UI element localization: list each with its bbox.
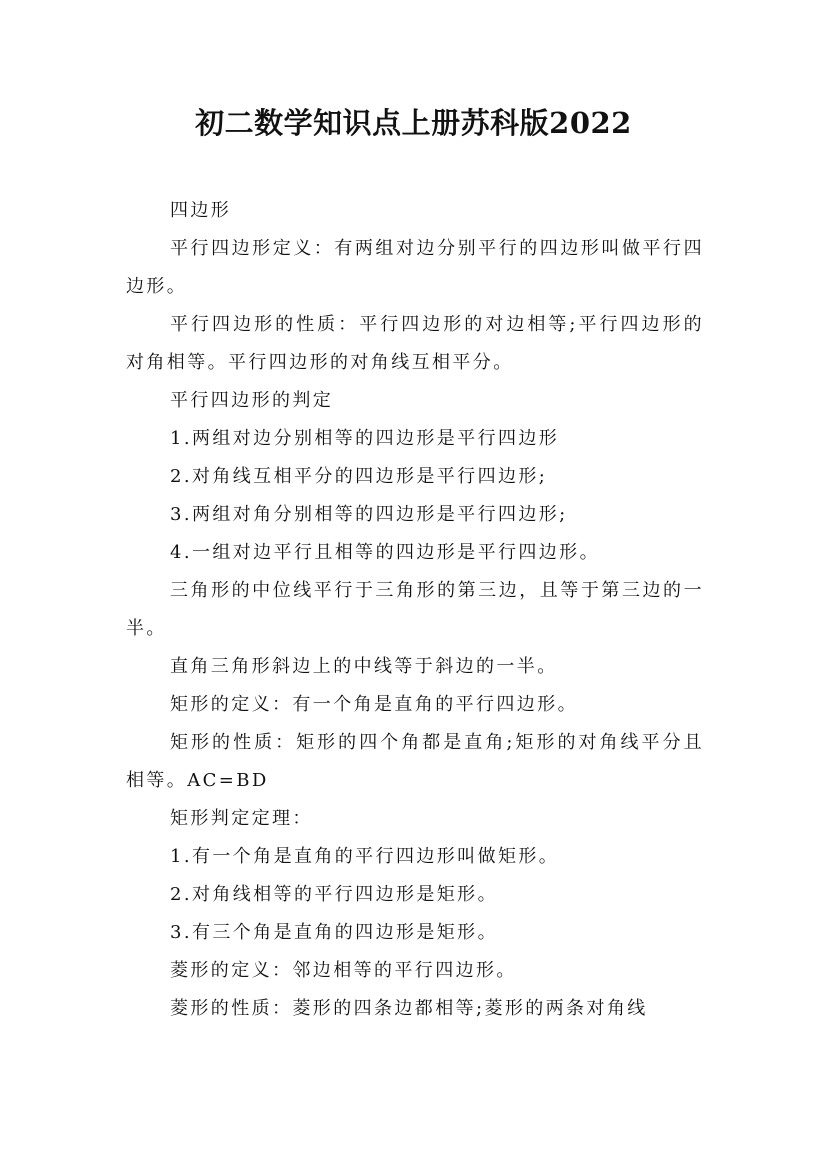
paragraph-parallelogram-properties: 平行四边形的性质：平行四边形的对边相等;平行四边形的对角相等。平行四边形的对角线互相平分。 (126, 314, 704, 373)
paragraph-rectangle-definition: 矩形的定义：有一个角是直角的平行四边形。 (170, 694, 578, 715)
heading-rectangle-criteria: 矩形判定定理： (170, 808, 313, 829)
list-item-parallelogram-criterion-3: 3.两组对角分别相等的四边形是平行四边形; (170, 504, 568, 525)
list-item-rectangle-criterion-3: 3.有三个角是直角的四边形是矩形。 (170, 922, 498, 943)
heading-quadrilateral: 四边形 (170, 200, 232, 221)
list-item-rectangle-criterion-1: 1.有一个角是直角的平行四边形叫做矩形。 (170, 846, 560, 867)
paragraph-parallelogram-definition: 平行四边形定义：有两组对边分别平行的四边形叫做平行四边形。 (126, 238, 704, 297)
heading-parallelogram-criteria: 平行四边形的判定 (170, 390, 334, 411)
list-item-rectangle-criterion-2: 2.对角线相等的平行四边形是矩形。 (170, 884, 498, 905)
list-item-parallelogram-criterion-1: 1.两组对边分别相等的四边形是平行四边形 (170, 428, 560, 449)
paragraph-midline-theorem: 三角形的中位线平行于三角形的第三边，且等于第三边的一半。 (126, 580, 704, 639)
paragraph-rectangle-properties: 矩形的性质：矩形的四个角都是直角;矩形的对角线平分且相等。AC=BD (126, 732, 704, 791)
document-title: 初二数学知识点上册苏科版2022 (195, 106, 632, 140)
paragraph-rhombus-definition: 菱形的定义：邻边相等的平行四边形。 (170, 960, 517, 981)
paragraph-rhombus-properties: 菱形的性质：菱形的四条边都相等;菱形的两条对角线 (170, 998, 648, 1019)
list-item-parallelogram-criterion-4: 4.一组对边平行且相等的四边形是平行四边形。 (170, 542, 600, 563)
paragraph-right-triangle-median: 直角三角形斜边上的中线等于斜边的一半。 (170, 656, 558, 677)
document-body (126, 192, 704, 1028)
list-item-parallelogram-criterion-2: 2.对角线互相平分的四边形是平行四边形; (170, 466, 548, 487)
